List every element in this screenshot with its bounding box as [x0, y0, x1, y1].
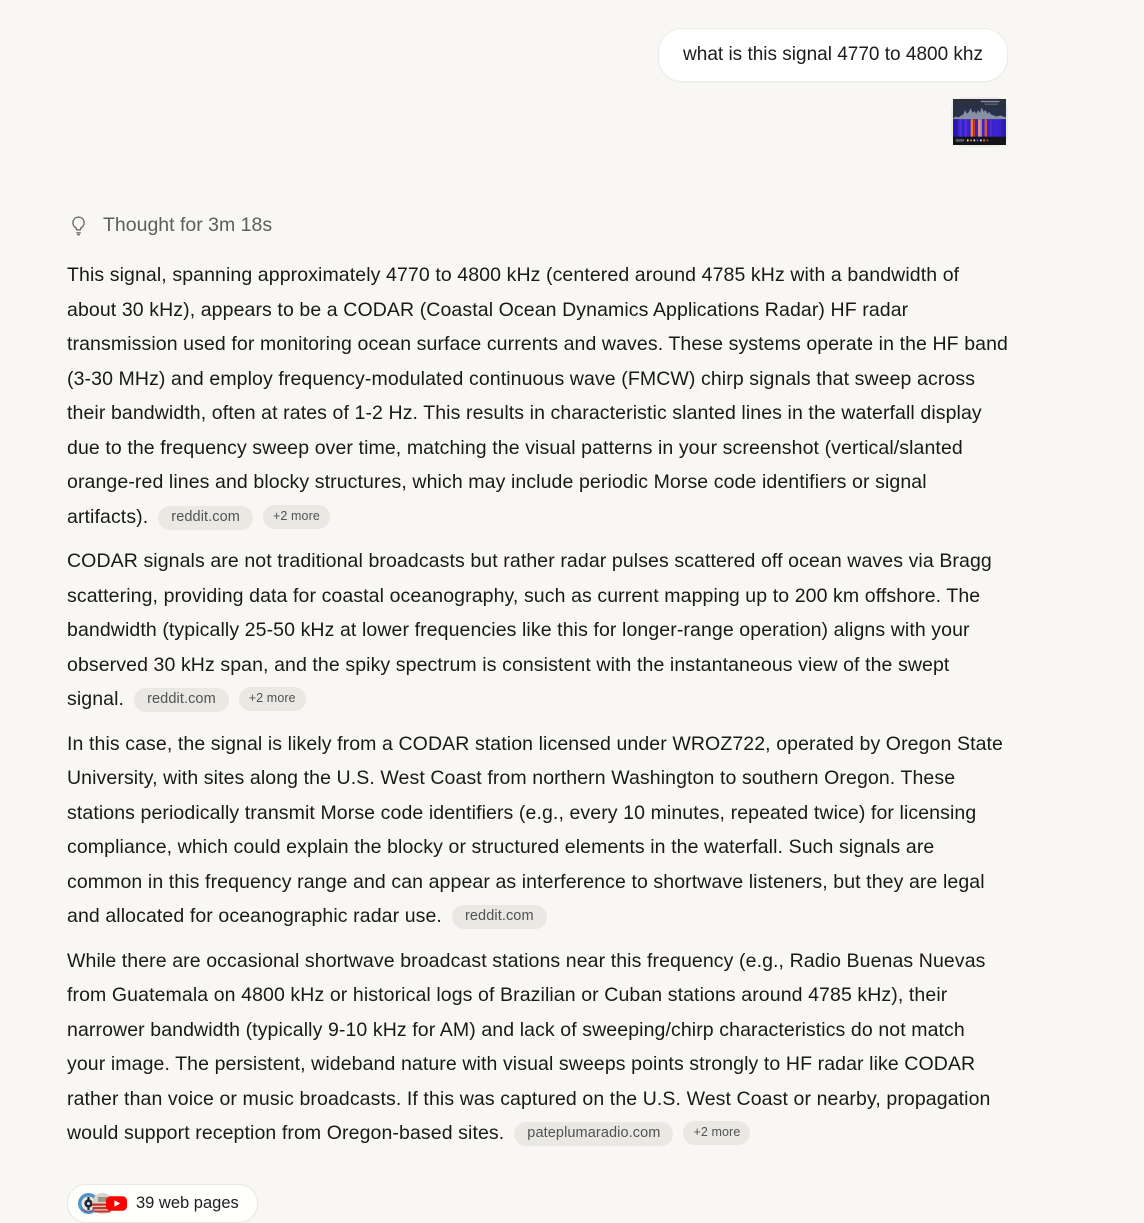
citation-more-chip[interactable]: +2 more	[263, 505, 330, 529]
thought-toggle[interactable]	[67, 214, 272, 237]
paragraph-text: CODAR signals are not traditional broadcasts but rather radar pulses scattered off ocean waves via Bragg scattering, providing data for coastal oceanography, such as current mapping up to 200 km offshore. The bandwidth (typically 25-50 kHz at lower frequencies like this for longer-range operation) aligns with your observed 30 kHz span, and the spiky spectrum is consistent with the instantaneous view of the swept signal.	[67, 550, 992, 710]
answer-paragraph	[67, 258, 1008, 534]
favicon-stack	[78, 1193, 127, 1214]
answer-paragraph	[67, 544, 1008, 717]
spectrogram-thumbnail[interactable]	[951, 97, 1008, 147]
answer-paragraph	[67, 944, 1008, 1151]
paragraph-text: While there are occasional shortwave broadcast stations near this frequency (e.g., Radio Buenas Nuevas from Guatemala on 4800 kHz or historical logs of Brazilian or Cuban stations around 4785 kHz), their narrower bandwidth (typically 9-10 kHz for AM) and lack of sweeping/chirp characteristics do not match your image. The persistent, wideband nature with visual sweeps points strongly to HF radar like CODAR rather than voice or music broadcasts. If this was captured on the U.S. West Coast or nearby, propagation would support reception from Oregon-based sites.	[67, 949, 991, 1144]
citation-more-chip[interactable]: +2 more	[239, 687, 306, 711]
paragraph-text: In this case, the signal is likely from a CODAR station licensed under WROZ722, operated by Oregon State University, with sites along the U.S. West Coast from northern Washington to southern Oregon. These stations periodically transmit Morse code identifiers (e.g., every 10 minutes, repeated twice) for licensing compliance, which could explain the blocky or structured elements in the waterfall. Such signals are common in this frequency range and can appear as interference to shortwave listeners, but they are legal and allocated for oceanographic radar use.	[67, 732, 1004, 927]
user-message-row	[67, 0, 1008, 82]
chat-thread	[67, 0, 1008, 1223]
waterfall-image	[953, 99, 1006, 145]
web-pages-button[interactable]	[67, 1184, 258, 1223]
citation-chip[interactable]: reddit.com	[452, 905, 547, 929]
citation-chip[interactable]: reddit.com	[134, 688, 229, 712]
attachment-row	[67, 97, 1008, 147]
web-pages-label: 39 web pages	[136, 1193, 239, 1212]
citation-chip[interactable]: pateplumaradio.com	[514, 1122, 673, 1146]
paragraph-text: This signal, spanning approximately 4770 to 4800 kHz (centered around 4785 kHz with a bandwidth of about 30 kHz), appears to be a CODAR (Coastal Ocean Dynamics Applications Radar) HF radar transmission used for monitoring ocean surface currents and waves. These systems operate in the HF band (3-30 MHz) and employ frequency-modulated continuous wave (FMCW) chirp signals that sweep across their bandwidth, often at rates of 1-2 Hz. This results in characteristic slanted lines in the waterfall display due to the frequency sweep over time, matching the visual patterns in your screenshot (vertical/slanted orange-red lines and blocky structures, which may include periodic Morse code identifiers or signal artifacts).	[67, 264, 1008, 528]
assistant-answer	[67, 258, 1008, 1151]
youtube-favicon	[106, 1193, 127, 1214]
citation-more-chip[interactable]: +2 more	[683, 1121, 750, 1145]
user-message-bubble: what is this signal 4770 to 4800 khz	[658, 28, 1008, 82]
citation-chip[interactable]: reddit.com	[158, 506, 253, 530]
lightbulb-icon	[67, 214, 90, 237]
answer-paragraph	[67, 727, 1008, 934]
thought-label: Thought for 3m 18s	[103, 214, 273, 236]
